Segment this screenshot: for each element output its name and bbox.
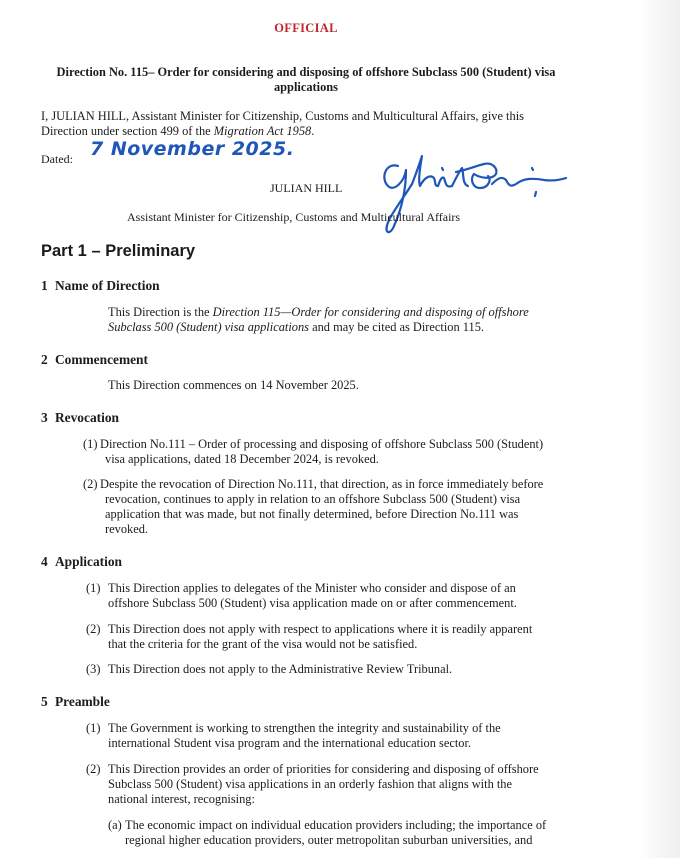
section-5-heading [41,693,110,710]
section-5-title: Preamble [55,694,110,709]
section-1-line-1 [108,305,529,320]
item-line: that the criteria for the grant of the visa would not be satisfied. [108,637,418,651]
part-heading: Part 1 – Preliminary [41,242,196,260]
item-line: Subclass 500 (Student) visa applications in an orderly fashion that aligns with the [108,777,513,791]
section-3-title: Revocation [55,410,119,425]
item-line: revoked. [105,522,149,536]
section-5-number: 5 [41,694,48,709]
document-title-line-1: Direction No. 115– Order for considering and disposing of offshore Subclass 500 (Student) visa [56,65,556,79]
section-1-heading [41,277,160,294]
direction-citation-italic-cont: Subclass 500 (Student) visa applications [108,320,309,334]
item-line: offshore Subclass 500 (Student) visa application made on or after commencement. [108,596,517,610]
section-1-number: 1 [41,278,48,293]
item-label: (1) [86,721,101,735]
item-label: (2) [86,622,101,636]
section-1-title: Name of Direction [55,278,160,293]
intro-line-2-prefix: Direction under section 499 of the [41,124,214,138]
item-line: Despite the revocation of Direction No.111, that direction, as in force immediately before [100,477,544,491]
item-line: international Student visa program and the international education sector. [108,736,472,750]
section-2-number: 2 [41,352,48,367]
section-4-heading [41,553,122,570]
section-3-number: 3 [41,410,48,425]
document-title-line-2: applications [273,80,339,94]
signatory-name: JULIAN HILL [270,181,343,195]
subitem-label: (a) [108,818,122,832]
item-line: The Government is working to strengthen the integrity and sustainability of the [108,721,501,735]
item-label: (1) [86,581,101,595]
section-2-heading [41,351,148,368]
item-label: (2) [86,762,101,776]
section-1-line-1-prefix: This Direction is the [108,305,213,319]
act-name: Migration Act 1958 [213,124,312,138]
item-line: revocation, continues to apply in relation to an offshore Subclass 500 (Student) visa [105,492,521,506]
section-3-heading [41,409,119,426]
intro-line-2-suffix: . [311,124,315,138]
item-line: national interest, recognising: [108,792,255,806]
section-4-title: Application [55,554,122,569]
item-line: visa applications, dated 18 December 2024, is revoked. [105,452,379,466]
handwritten-signature [376,148,572,240]
intro-line-1: I, JULIAN HILL, Assistant Minister for Citizenship, Customs and Multicultural Affairs, give this [41,109,524,123]
signatory-role: Assistant Minister for Citizenship, Customs and Multicultural Affairs [127,210,461,224]
section-1-line-2-suffix: and may be cited as Direction 115. [309,320,485,334]
item-line: Direction No.111 – Order of processing and disposing of offshore Subclass 500 (Student) [100,437,544,451]
section-1-line-2 [108,320,484,335]
direction-citation-italic: Direction 115—Order for considering and disposing of offshore [212,305,529,319]
item-line: This Direction provides an order of priorities for considering and disposing of offshore [108,762,539,776]
section-2-title: Commencement [55,352,148,367]
item-label: (1) [83,437,98,451]
section-2-line-1: This Direction commences on 14 November 2025. [108,378,359,392]
item-line: This Direction does not apply with respect to applications where it is readily apparent [108,622,533,636]
section-4-number: 4 [41,554,48,569]
item-label: (3) [86,662,101,676]
dated-label: Dated: [41,152,73,166]
item-line: application that was made, but not finally determined, before Direction No.111 was [105,507,519,521]
handwritten-date: 7 November 2025. [90,138,295,160]
classification-marking: OFFICIAL [274,21,338,35]
item-line: This Direction does not apply to the Administrative Review Tribunal. [108,662,453,676]
item-line: This Direction applies to delegates of the Minister who consider and dispose of an [108,581,516,595]
subitem-line: regional higher education providers, outer metropolitan suburban universities, and [125,833,533,847]
subitem-line: The economic impact on individual education providers including; the importance of [125,818,547,832]
item-label: (2) [83,477,98,491]
intro-line-2 [41,124,314,139]
